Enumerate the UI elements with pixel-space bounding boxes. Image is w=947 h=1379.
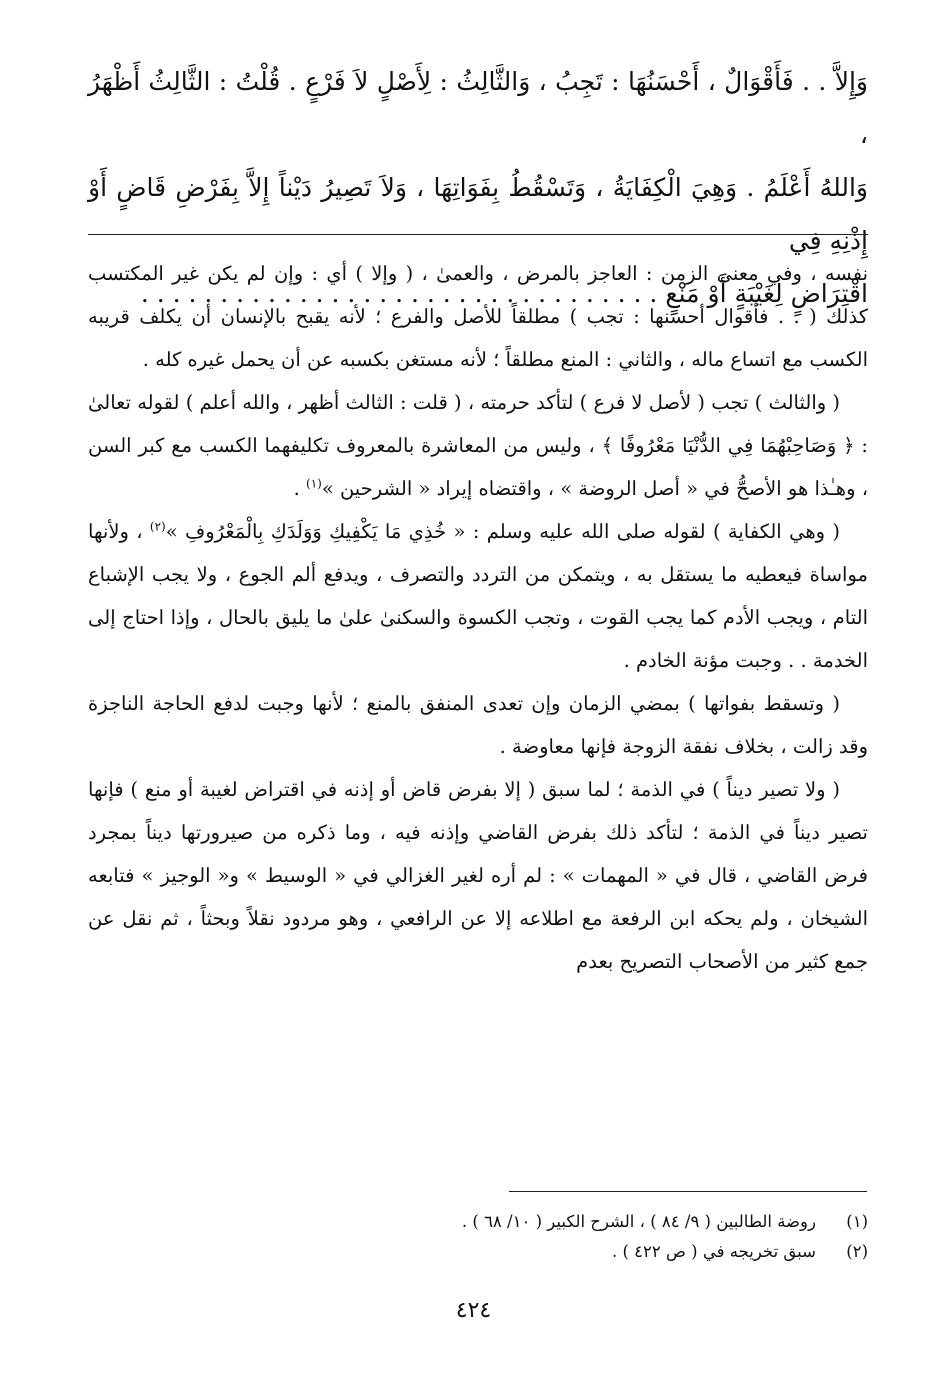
commentary-paragraph-2-text: ( والثالث ) تجب ( لأصل لا فرع ) لتأكد حرمته ، ( قلت : الثالث أظهر ، والله أعلم ) لقوله تعالىٰ : ﴿ وَصَاحِبْهُمَا فِي الدُّنْيَا مَعْرُوفًا ﴾ ، وليس من المعاشرة بالمعروف تكليفهما الكسب مع كبر السن ، وهـٰذا هو الأصحُّ في « أصل الروضة » ، واقتضاه إيراد « الشرحين » [88, 391, 868, 500]
footnote-1-text: روضة الطالبين ( ٩/ ٨٤ ) ، الشرح الكبير ( ١٠/ ٦٨ ) . [461, 1212, 816, 1231]
commentary-paragraph-4: ( وتسقط بفواتها ) بمضي الزمان وإن تعدى المنفق بالمنع ؛ لأنها وجبت لدفع الحاجة الناجزة وقد زالت ، بخلاف نفقة الزوجة فإنها معاوضة . [88, 692, 868, 758]
commentary-paragraph-2-end: . [293, 477, 306, 500]
footnote-2-text: سبق تخريجه في ( ص ٤٢٢ ) . [611, 1242, 816, 1261]
footnote-ref-2[interactable]: (٢) [149, 519, 166, 534]
matn-dots: . . . . . . . . . . . . . . . . . . . . . . . . . . . . . . . . [140, 279, 642, 308]
footnote-1-number: (١) [846, 1212, 868, 1231]
commentary-text [88, 252, 868, 983]
footnote-divider [509, 1191, 867, 1192]
commentary-paragraph-5: ( ولا تصير ديناً ) في الذمة ؛ لما سبق ( إلا بفرض قاض أو إذنه في اقتراض لغيبة أو منع ) فإنها تصير ديناً في الذمة ؛ لتأكد ذلك بفرض القاضي وإذنه فيه ، وما ذكره من صيرورتها ديناً بمجرد فرض القاضي ، قال في « المهمات » : لم أره لغير الغزالي في « الوسيط » و« الوجيز » فتابعه الشيخان ، ولم يحكه ابن الرفعة مع اطلاعه إلا عن الرافعي ، وهو مردود نقلاً وبحثاً ، ثم نقل عن جمع كثير من الأصحاب التصريح بعدم [88, 778, 868, 973]
commentary-paragraph-3 [88, 510, 868, 682]
matn-line-2: وَاللهُ أَعْلَمُ . وَهِيَ الْكِفَايَةُ ، وَتَسْقُطُ بِفَوَاتِهَا ، وَلاَ تَصِيرُ دَيْناً إِلاَّ بِفَرْضِ قَاضٍ أَوْ إِذْنِهِ فِي [88, 173, 868, 255]
matn-line-3-text: اقْتِرَاضٍ لِغَيْبَةٍ أَوْ مَنْعٍ . [649, 279, 868, 308]
footnotes [88, 1207, 868, 1267]
commentary-paragraph-3-text: ( وهي الكفاية ) لقوله صلى الله عليه وسلم : « خُذِي مَا يَكْفِيكِ وَوَلَدَكِ بِالْمَعْرُوفِ » [165, 520, 840, 543]
footnote-1 [88, 1207, 868, 1237]
main-divider [88, 234, 868, 235]
footnote-2 [88, 1237, 868, 1267]
page-number: ٤٢٤ [455, 1298, 492, 1323]
footnote-2-number: (٢) [846, 1242, 868, 1261]
matn-line-1: وَإِلاَّ . . فَأَقْوَالٌ ، أَحْسَنُهَا : تَجِبُ ، وَالثَّالِثُ : لِأَصْلٍ لاَ فَرْعٍ . قُلْتُ : الثَّالِثُ أَظْهَرُ ، [88, 67, 868, 149]
commentary-paragraph-2 [88, 381, 868, 510]
commentary-paragraph-3-rest: ، ولأنها مواساة فيعطيه ما يستقل به ، ويتمكن من التردد والتصرف ، ويدفع ألم الجوع ، ولا يجب الإشباع التام ، ويجب الأدم كما يجب القوت ، وتجب الكسوة والسكنىٰ علىٰ ما يليق بالحال ، وإذا احتاج إلى الخدمة . . وجبت مؤنة الخادم . [88, 520, 868, 672]
footnote-ref-1[interactable]: (١) [306, 476, 322, 491]
commentary-paragraph-1: نفسه ، وفي معنى الزمن : العاجز بالمرض ، والعمىٰ ، ( وإلا ) أي : وإن لم يكن غير المكتسب كذلك ( . . فأقوال أحسنها : تجب ) مطلقاً للأصل والفرع ؛ لأنه يقبح بالإنسان أن يكلف قريبه الكسب مع اتساع ماله ، والثاني : المنع مطلقاً ؛ لأنه مستغن بكسبه عن أن يحمل غيره كله . [88, 262, 868, 371]
